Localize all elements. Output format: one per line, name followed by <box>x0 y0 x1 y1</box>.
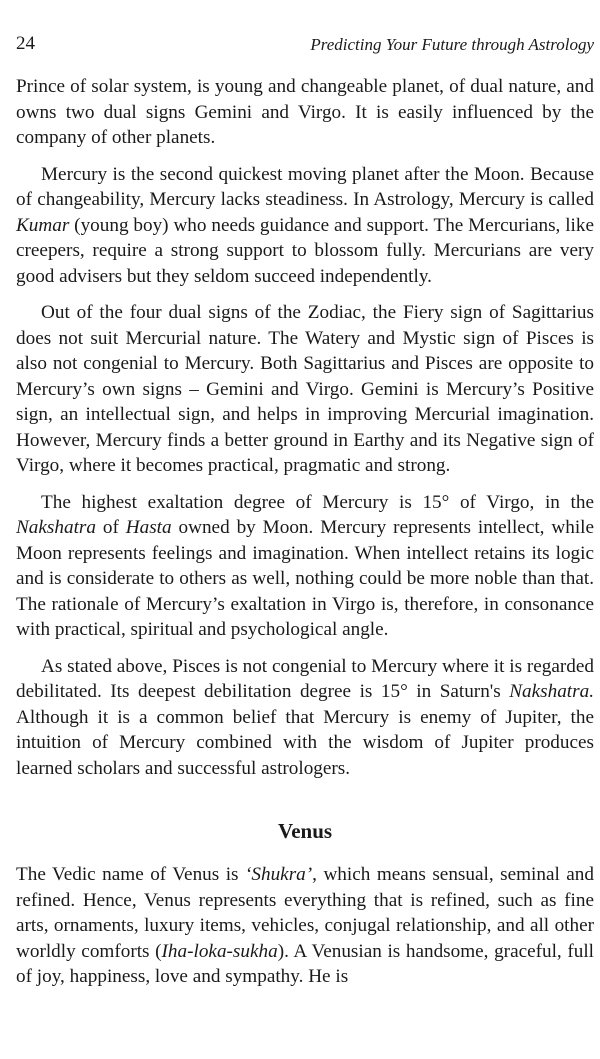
paragraph-5-text-after: Although it is a common belief that Mercury is enemy of Jupiter, the intuition of Mercury combined with the wisdom of Jupiter produces learned scholars and successful astrologers. <box>16 706 594 779</box>
paragraph-4-italic-2: Hasta <box>125 517 172 538</box>
paragraph-3 <box>16 300 594 479</box>
body-text <box>16 74 594 990</box>
section-paragraph-text-before: The Vedic name of Venus is <box>16 864 246 885</box>
paragraph-4-text-middle: of <box>95 517 126 538</box>
paragraph-4-text-before: The highest exaltation degree of Mercury is 15° of Virgo, in the <box>41 491 594 513</box>
paragraph-5 <box>16 654 594 782</box>
paragraph-4 <box>16 490 594 643</box>
paragraph-2-text-before: Mercury is the second quickest moving planet after the Moon. Because of changeability, Mercury lacks steadiness. In Astrology, Mercury is called <box>16 163 594 210</box>
page-number: 24 <box>16 33 35 54</box>
paragraph-4-text-after: owned by Moon. Mercury represents intellect, while Moon represents feelings and imagination. When intellect retains its logic and is considerate to others as well, nothing could be more noble than that. The rationale of Mercury’s exaltation in Virgo is, therefore, in consonance with practical, spiritual and psychological angle. <box>16 517 594 640</box>
paragraph-4-italic-1: Nakshatra <box>16 517 96 538</box>
paragraph-2-text-after: (young boy) who needs guidance and support. The Mercurians, like creepers, require a strong support to blossom fully. Mercurians are very good advisers but they seldom succeed independently. <box>16 214 594 287</box>
section-paragraph-italic-2: Iha-loka-sukha <box>161 940 278 962</box>
paragraph-1 <box>16 74 594 151</box>
running-title: Predicting Your Future through Astrology <box>310 35 594 54</box>
paragraph-3-text: Out of the four dual signs of the Zodiac, the Fiery sign of Sagittarius does not suit Mercurial nature. The Watery and Mystic sign of Pisces is also not congenial to Mercury. Both Sagittarius and Pisces are opposite to Mercury’s own signs – Gemini and Virgo. Gemini is Mercury’s Positive sign, an intellectual sign, and helps in improving Mercurial imagination. However, Mercury finds a better ground in Earthy and its Negative sign of Virgo, where it becomes practical, pragmatic and strong. <box>16 302 594 476</box>
section-paragraph-text-after: ). A Venusian is handsome, graceful, full of joy, happiness, love and sympathy. He is <box>16 940 594 987</box>
paragraph-2-italic: Kumar <box>16 214 70 236</box>
book-page <box>16 0 594 1001</box>
paragraph-1-text: Prince of solar system, is young and changeable planet, of dual nature, and owns two dual signs Gemini and Virgo. It is easily influenced by the company of other planets. <box>16 76 594 148</box>
paragraph-5-text-before: As stated above, Pisces is not congenial to Mercury where it is regarded debilitated. Its deepest debilitation degree is 15° in Saturn's <box>16 655 594 702</box>
page-header <box>16 0 594 56</box>
section-heading: Venus <box>277 819 333 843</box>
paragraph-2 <box>16 162 594 290</box>
section-paragraph-italic-1: ‘Shukra’ <box>245 864 313 885</box>
section-paragraph <box>16 862 594 990</box>
paragraph-5-italic: Nakshatra. <box>509 681 594 702</box>
section-paragraph-text-middle: , which means sensual, seminal and refined. Hence, Venus represents everything that is refined, such as fine arts, ornaments, luxury items, vehicles, conjugal relationship, and all other worldly comforts ( <box>16 864 594 962</box>
